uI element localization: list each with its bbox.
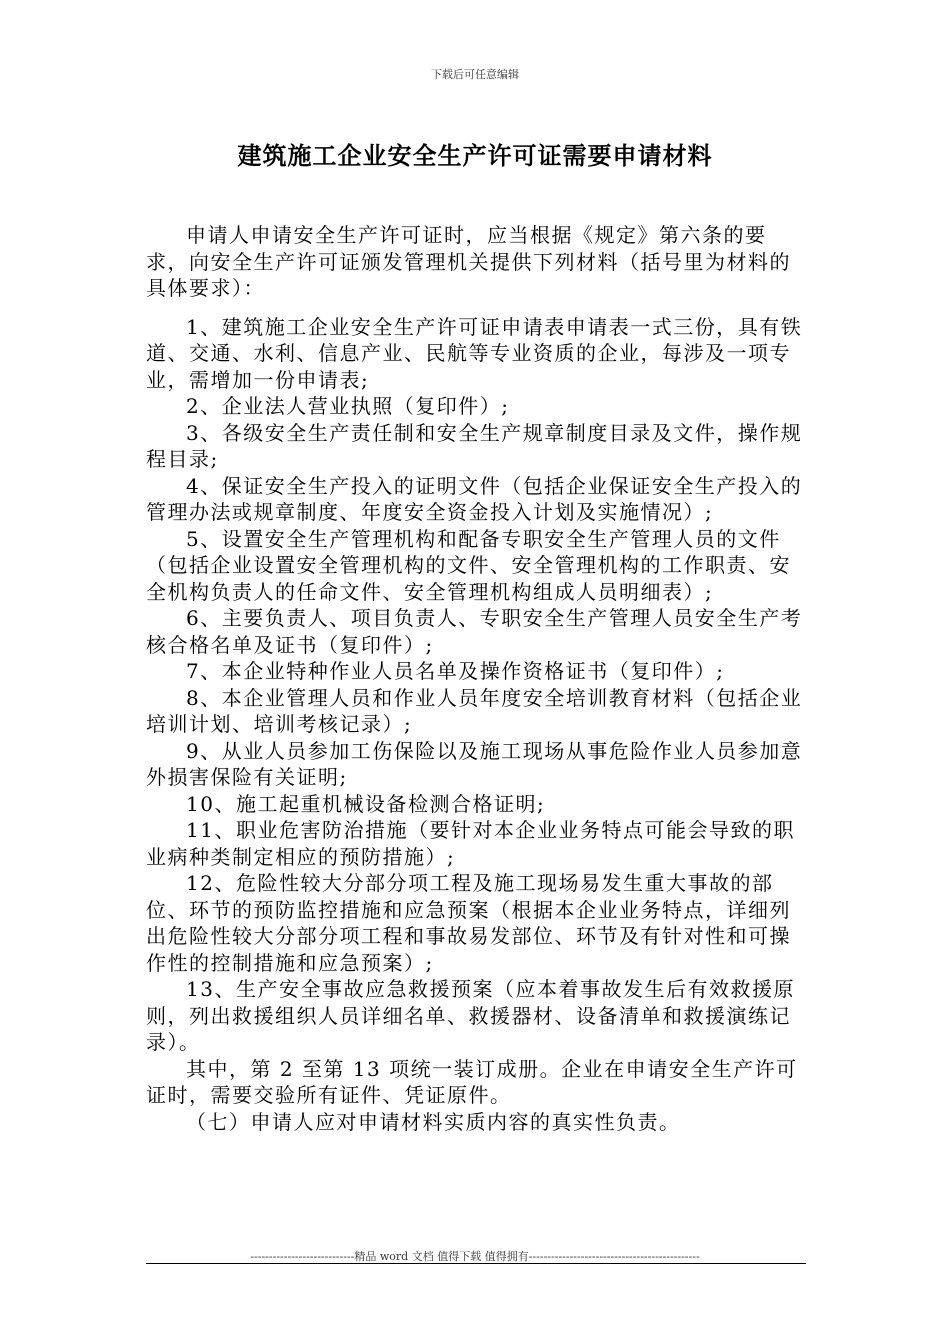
list-item-6: 6、主要负责人、项目负责人、专职安全生产管理人员安全生产考核合格名单及证书（复印件）; [146, 606, 803, 657]
list-item-11: 11、职业危害防治措施（要针对本企业业务特点可能会导致的职业病种类制定相应的预防措施）; [146, 818, 795, 869]
list-item-8: 8、本企业管理人员和作业人员年度安全培训教育材料（包括企业培训计划、培训考核记录）; [146, 685, 803, 736]
list-item-2: 2、企业法人营业执照（复印件）; [186, 394, 510, 418]
list-item-12: 12、危险性较大分部分项工程及施工现场易发生重大事故的部位、环节的预防监控措施和应急预案（根据本企业业务特点，详细列出危险性较大分部分项工程和事故易发部位、环节及有针对性和可操作性的控制措施和应急预案）; [146, 871, 791, 975]
document-title: 建筑施工企业安全生产许可证需要申请材料 [237, 141, 713, 170]
list-item-7: 7、本企业特种作业人员名单及操作资格证书（复印件）; [186, 659, 725, 683]
list-item-1: 1、建筑施工企业安全生产许可证申请表申请表一式三份，具有铁道、交通、水利、信息产业、民航等专业资质的企业，每涉及一项专业，需增加一份申请表; [146, 314, 803, 392]
list-item-9: 9、从业人员参加工伤保险以及施工现场从事危险作业人员参加意外损害保险有关证明; [146, 738, 803, 789]
intro-paragraph: 申请人申请安全生产许可证时，应当根据《规定》第六条的要求，向安全生产许可证颁发管理机关提供下列材料（括号里为材料的具体要求）： [146, 223, 791, 300]
footer-text: ----------------------------精品 word 文档 值得下载 值得拥有---------------------------------------------- [250, 1250, 700, 1263]
list-item-10: 10、施工起重机械设备检测合格证明; [186, 791, 546, 816]
list-item-5: 5、设置安全生产管理机构和配备专职安全生产管理人员的文件（包括企业设置安全管理机构的文件、安全管理机构的工作职责、安全机构负责人的任命文件、安全管理机构组成人员明细表）; [146, 526, 791, 604]
final-paragraph: （七）申请人应对申请材料实质内容的真实性负责。 [186, 1109, 681, 1134]
closing-paragraph: 其中，第 2 至第 13 项统一装订成册。企业在申请安全生产许可证时，需要交验所有证件、凭证原件。 [146, 1056, 798, 1107]
header-note: 下载后可任意编辑 [431, 68, 519, 81]
footer-divider [146, 1263, 806, 1264]
list-item-3: 3、各级安全生产责任制和安全生产规章制度目录及文件，操作规程目录; [146, 420, 803, 471]
list-item-4: 4、保证安全生产投入的证明文件（包括企业保证安全生产投入的管理办法或规章制度、年度安全资金投入计划及实施情况）; [146, 473, 803, 524]
document-body [146, 222, 806, 1135]
list-item-13: 13、生产安全事故应急救援预案（应本着事故发生后有效救援原则，列出救援组织人员详细名单、救援器材、设备清单和救援演练记录）。 [146, 977, 795, 1054]
